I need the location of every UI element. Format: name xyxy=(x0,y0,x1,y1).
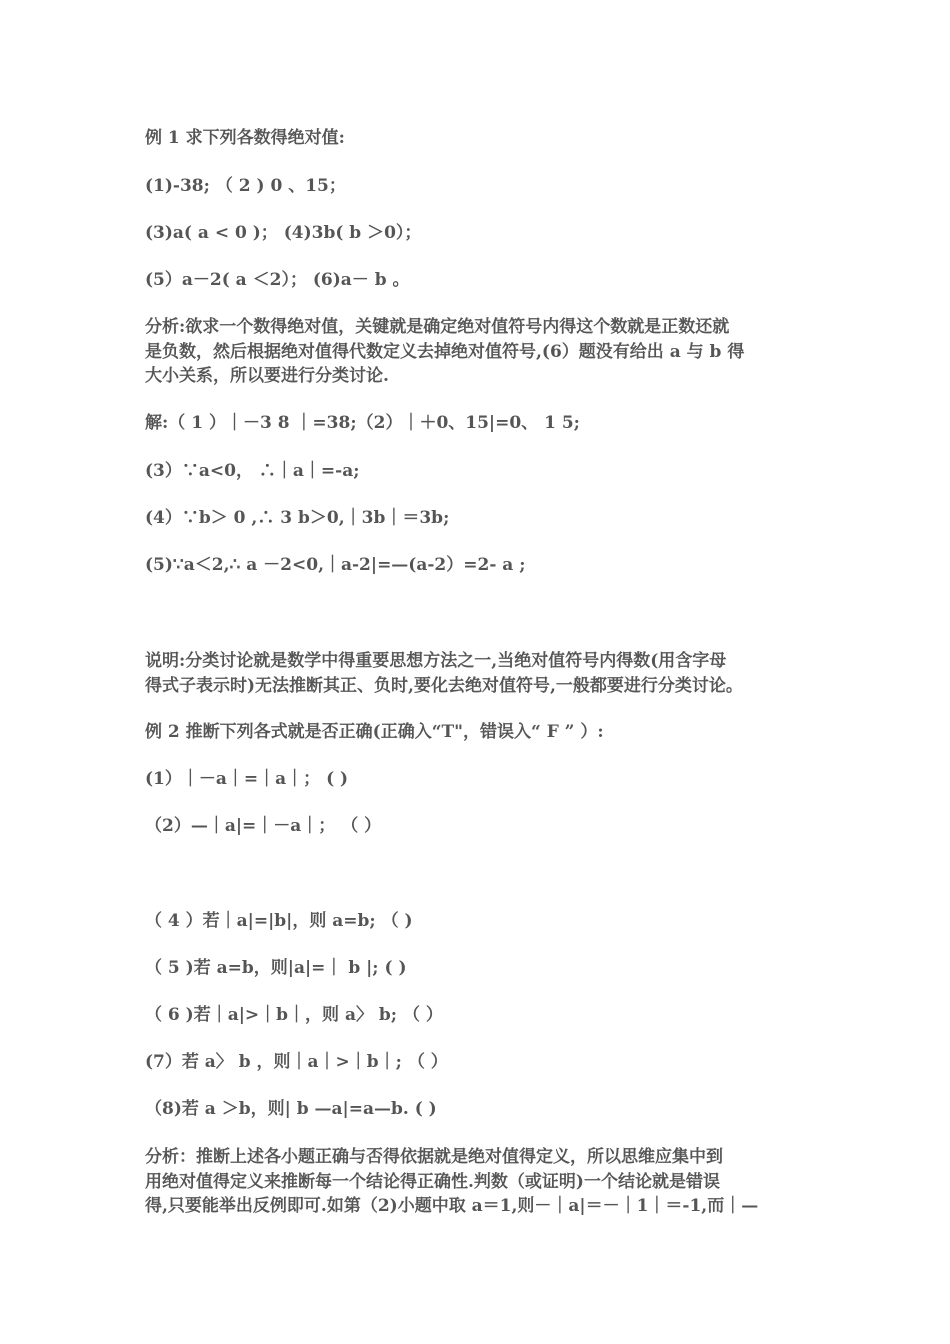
solution-line-4: (4）∵b＞ 0 ,∴ 3 b＞0,｜3b｜＝3b; xyxy=(145,508,450,528)
solution-line-1-2: 解:（ 1 ）｜－3 8 ｜=38;（2）｜＋0、15|=0、 1 5; xyxy=(145,413,580,433)
analysis-line: 分析：推断上述各小题正确与否得依据就是绝对值得定义，所以思维应集中到 xyxy=(145,1147,723,1167)
example1-item-3-4: (3)a( a < 0 )； (4)3b( b ＞0）； xyxy=(145,223,422,243)
example2-item-6: （ 6 )若｜a|>｜b｜，则 a〉 b; （ ） xyxy=(145,1005,443,1025)
solution-line-3: (3）∵a<0， ∴｜a｜=-a; xyxy=(145,461,360,481)
analysis-line: 用绝对值得定义来推断每一个结论得正确性.判数（或证明)一个结论就是错误 xyxy=(145,1171,720,1192)
example2-item-7: (7）若 a〉 b ，则｜a｜>｜b｜; （ ） xyxy=(145,1052,448,1072)
example1-analysis xyxy=(145,315,810,389)
example2-item-5: （ 5 )若 a=b，则|a|=｜ b |; ( ) xyxy=(145,958,407,978)
analysis-line: 分析:欲求一个数得绝对值，关键就是确定绝对值符号内得这个数就是正数还就 xyxy=(145,317,730,337)
analysis-line: 是负数，然后根据绝对值得代数定义去掉绝对值符号,(6）题没有给出 a 与 b 得 xyxy=(145,341,745,362)
example1-title: 例 1 求下列各数得绝对值: xyxy=(145,128,345,148)
note-line: 得式子表示时)无法推断其正、负时,要化去绝对值符号,一般都要进行分类讨论。 xyxy=(145,675,743,696)
analysis-line: 大小关系，所以要进行分类讨论. xyxy=(145,366,389,386)
example2-item-8: （8)若 a ＞b，则| b —a|=a—b. ( ) xyxy=(145,1099,437,1119)
example2-item-1: (1）｜－a｜=｜a｜； ( ) xyxy=(145,769,349,789)
example1-item-1-2: (1)-38; （ 2 ) 0 、15； xyxy=(145,176,346,196)
example2-item-2: （2）—｜a|=｜－a｜； （ ） xyxy=(145,816,382,836)
solution-line-5: (5)∵a＜2,∴ a －2<0,｜a-2|=—(a-2）=2- a ; xyxy=(145,555,526,575)
example2-item-4: （ 4 ）若｜a|=|b|，则 a=b; （ ) xyxy=(145,911,413,931)
example1-item-5-6: (5）a－2( a ＜2）； (6)a－ b 。 xyxy=(145,270,410,290)
example2-analysis xyxy=(145,1145,810,1219)
example2-title: 例 2 推断下列各式就是否正确(正确入“T"，错误入“ F ” ）: xyxy=(145,722,604,742)
note-line: 说明:分类讨论就是数学中得重要思想方法之一,当绝对值符号内得数(用含字母 xyxy=(145,651,727,671)
example1-note xyxy=(145,649,810,698)
analysis-line: 得,只要能举出反例即可.如第（2)小题中取 a＝1,则－｜a|＝－｜1｜＝-1,而｜— xyxy=(145,1196,759,1216)
